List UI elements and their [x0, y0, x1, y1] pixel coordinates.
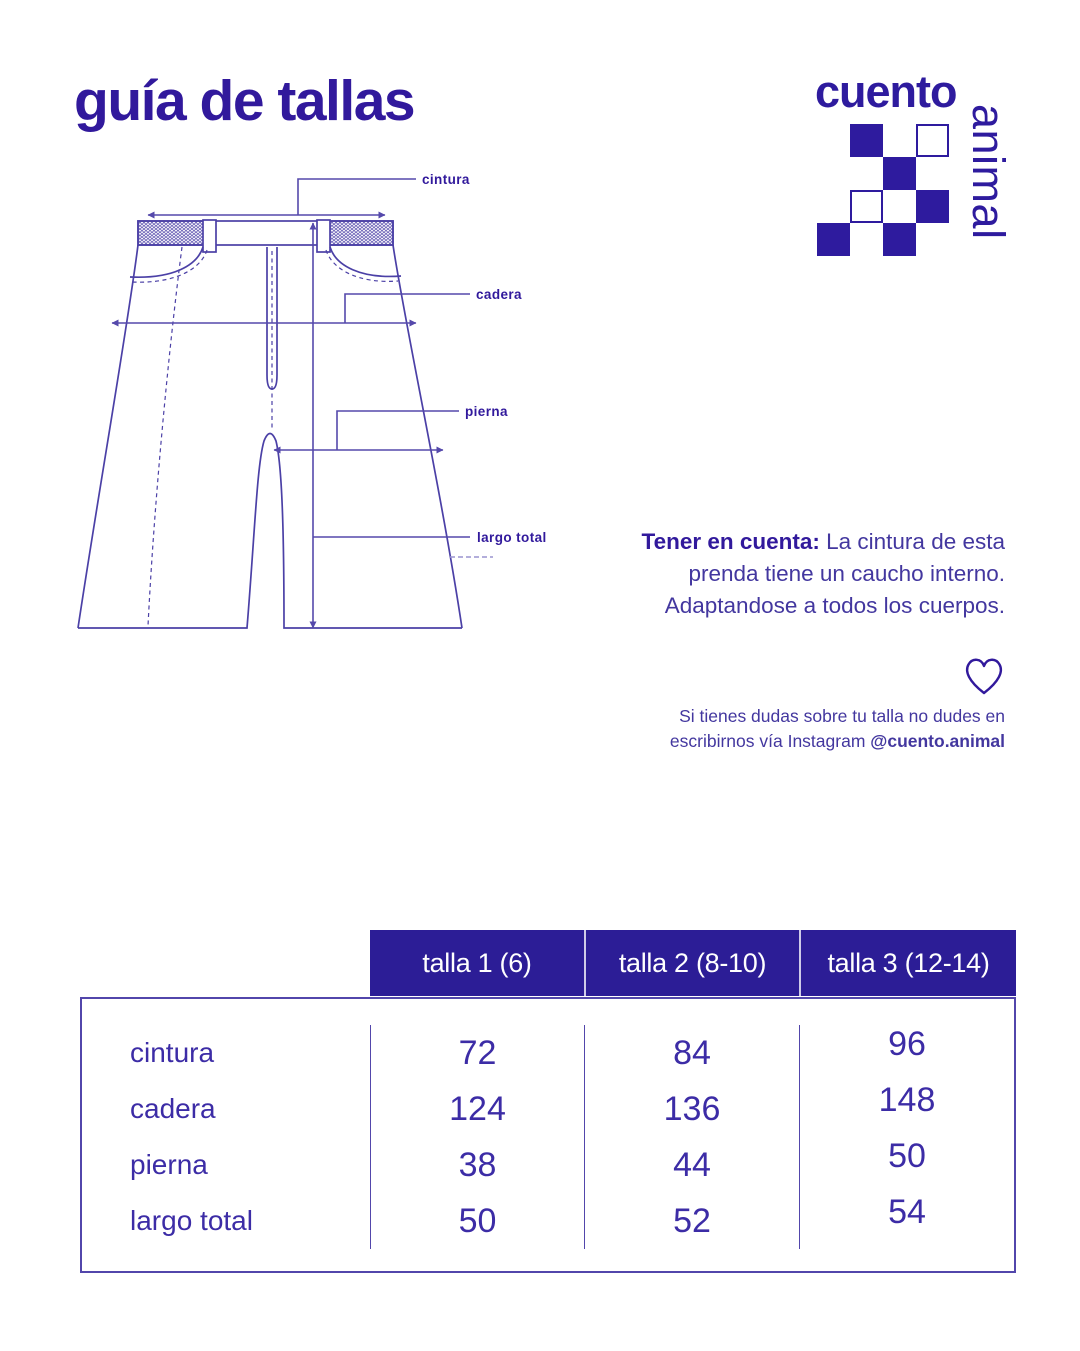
logo-grid-cell	[850, 157, 883, 190]
column-header-talla-3: talla 3 (12-14)	[799, 930, 1016, 996]
help-note-text: Si tienes dudas sobre tu talla no dudes en escribirnos vía Instagram	[669, 706, 1005, 752]
cadera-leader	[345, 294, 470, 323]
row-label-pierna: pierna	[130, 1149, 208, 1180]
help-note	[653, 704, 1005, 755]
pierna-leader	[337, 411, 459, 450]
belt-loop-left	[203, 220, 216, 252]
logo-grid-cell	[916, 124, 949, 157]
fit-note-lead: Tener en cuenta:	[641, 529, 820, 554]
logo-grid-cell	[850, 223, 883, 256]
size-value: 50	[799, 1137, 1014, 1193]
logo-grid-cell	[883, 157, 916, 190]
elastic-panel-right	[322, 221, 393, 245]
instagram-handle[interactable]: @cuento.animal	[870, 731, 1005, 752]
measurement-label-largo-total: largo total	[477, 530, 547, 545]
fit-note	[637, 526, 1005, 622]
measurement-label-cadera: cadera	[476, 287, 522, 302]
row-label-largo-total: largo total	[130, 1205, 253, 1236]
brand-wordmark-vertical: animal	[963, 104, 1014, 240]
logo-grid-cell	[916, 157, 949, 190]
measurement-label-cintura: cintura	[422, 172, 470, 187]
shorts-dashed-seams	[132, 247, 398, 626]
brand-wordmark: cuento	[815, 66, 957, 117]
size-value: 44	[584, 1137, 799, 1193]
logo-grid-cell	[916, 223, 949, 256]
row-label-cintura: cintura	[130, 1037, 215, 1068]
logo-grid-cell	[817, 124, 850, 157]
logo-grid-cell	[817, 190, 850, 223]
page-title: guía de tallas	[74, 69, 415, 133]
size-value: 72	[370, 1025, 584, 1081]
size-table-header	[370, 930, 1016, 996]
cintura-leader	[298, 179, 416, 215]
size-table-body	[80, 997, 1016, 1273]
size-value: 136	[584, 1081, 799, 1137]
logo-grid-cell	[850, 124, 883, 157]
size-value: 96	[799, 1025, 1014, 1081]
size-value: 54	[799, 1193, 1014, 1249]
size-value: 38	[370, 1137, 584, 1193]
brand-checkerboard	[817, 124, 949, 256]
size-value: 124	[370, 1081, 584, 1137]
column-header-talla-2: talla 2 (8-10)	[584, 930, 799, 996]
logo-grid-cell	[817, 157, 850, 190]
measurement-lines	[112, 179, 470, 628]
logo-grid-cell	[883, 190, 916, 223]
size-value: 84	[584, 1025, 799, 1081]
heart-outline-icon	[960, 652, 1008, 698]
shorts-outline	[78, 220, 462, 628]
logo-grid-cell	[883, 124, 916, 157]
logo-grid-cell	[883, 223, 916, 256]
measurement-label-pierna: pierna	[465, 404, 508, 419]
belt-loop-right	[317, 220, 330, 252]
shorts-diagram	[60, 165, 580, 665]
fit-note-text: La cintura de esta prenda tiene un caucho interno. Adaptandose a todos los cuerpos.	[664, 529, 1005, 618]
row-label-cadera: cadera	[130, 1093, 216, 1124]
elastic-panel-left	[138, 221, 205, 245]
size-value: 50	[370, 1193, 584, 1249]
size-value: 148	[799, 1081, 1014, 1137]
logo-grid-cell	[916, 190, 949, 223]
column-header-talla-1: talla 1 (6)	[422, 947, 532, 978]
size-value: 52	[584, 1193, 799, 1249]
logo-grid-cell	[817, 223, 850, 256]
logo-grid-cell	[850, 190, 883, 223]
